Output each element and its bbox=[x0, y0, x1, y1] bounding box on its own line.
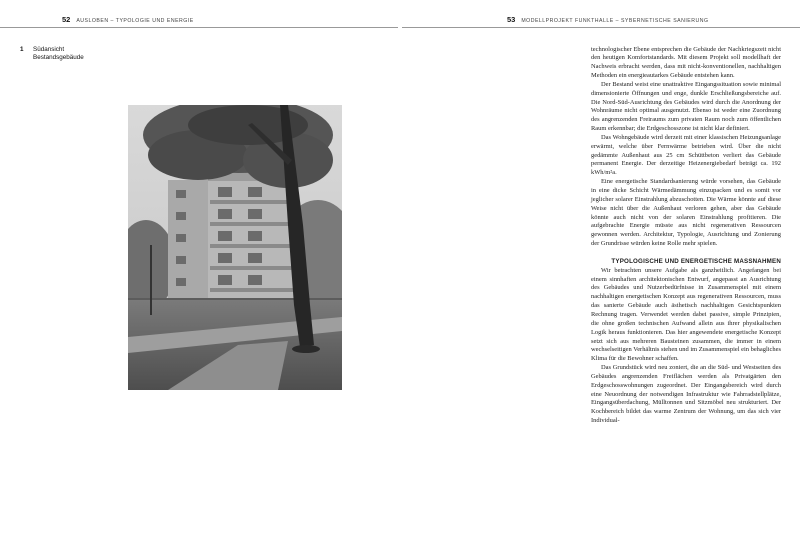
right-page-header bbox=[507, 15, 709, 24]
right-header-rule bbox=[402, 27, 800, 28]
left-header-rule bbox=[0, 27, 398, 28]
paragraph-6: Das Grundstück wird neu zoniert, die an die Süd- und Westseiten des Gebäudes angrenzenden Freiflächen werden als Privatgärten den Erdgeschosswohnungen zugeordnet. Der Eingangsbereich wird durch eine Neuordnung der notwendigen Infrastruktur wie Fahrradstellplätze, Eingangsüberdachung, Mülltonnen und Sitzmöbel neu strukturiert. Der Kochbereich bildet das warme Zentrum der Wohnung, um das sich vier Individual- bbox=[591, 364, 781, 425]
left-page-header bbox=[62, 15, 194, 24]
right-page-number: 53 bbox=[507, 15, 516, 24]
left-page-number: 52 bbox=[62, 15, 71, 24]
building-photo bbox=[128, 105, 342, 390]
paragraph-3: Das Wohngebäude wird derzeit mit einer klassischen Heizungsanlage erwärmt, welche über Fernwärme betrieben wird. Über die nicht gedämmte Außenhaut aus 25 cm Schüttbeton verliert das Gebäude permanent Energie. Der derzeitige Heizenergiebedarf beträgt ca. 192 kWh/m²a. bbox=[591, 133, 781, 177]
caption-line-2: Bestandsgebäude bbox=[33, 54, 84, 62]
paragraph-2: Der Bestand weist eine unattraktive Eingangssituation sowie minimal dimensionierte Öffnungen und enge, dunkle Erschließungsbereiche auf. Die Nord-Süd-Ausrichtung des Gebäudes wird durch die Anordnung der Wohnräume nicht optimal ausgenutzt. Ebenso ist weder eine Zuordnung des angrenzenden Freiraums zum privaten Raum noch zum öffentlichen Raum erkennbar; die Erdgeschosszone ist nicht klar definiert. bbox=[591, 80, 781, 133]
right-running-title: MODELLPROJEKT FUNKTHALLE – SYBERNETISCHE SANIERUNG bbox=[521, 18, 709, 24]
paragraph-4: Eine energetische Standardsanierung würde vorsehen, das Gebäude in eine dicke Schicht Wärmedämmung einzupacken und es somit vor jeglicher solarer Einstrahlung abzuschotten. Die Wärme könnte auf diese Weise nicht über die Außenhaut verloren gehen, aber das Gebäude könnte auch nicht von der solaren Einstrahlung profitieren. Die aufgebrachte Energie müsste aus nicht regenerativen Ressourcen gewonnen werden. Architektur, Typologie, Ausrichtung und Zonierung der Grundrisse würden keine Rolle mehr spielen. bbox=[591, 178, 781, 248]
section-heading: TYPOLOGISCHE UND ENERGETISCHE MASSNAHMEN bbox=[611, 257, 781, 265]
figure-number: 1 bbox=[20, 46, 24, 53]
paragraph-1: technologischer Ebene entsprechen die Gebäude der Nachkriegszeit nicht den heutigen Komfortstandards. Mit diesem Projekt soll modellhaft der Nachweis erbracht werden, dass mit nicht-konventionellen, nachhaltigen Methoden ein energieautarkes Gebäude entstehen kann. bbox=[591, 45, 781, 80]
left-running-title: AUSLOBEN – TYPOLOGIE UND ENERGIE bbox=[76, 18, 194, 24]
caption-line-1: Südansicht bbox=[33, 46, 65, 53]
body-text-column bbox=[591, 46, 781, 426]
paragraph-5: Wir betrachten unsere Aufgabe als ganzheitlich. Angefangen bei einem sinnhaften architektonischen Entwurf, angepasst an Ausrichtung des Gebäudes und Nutzerbedürfnisse in Zusammenspiel mit einem nachhaltigen energetischen Konzept aus regenerativen Ressourcen, muss das sanierte Gebäude auch ästhetisch nachhaltigen Gesichtspunkten Rechnung tragen. Verwendet werden dabei passive, simple Prinzipien, die ohne großen technischen Aufwand allein aus ihrer physikalischen Logik heraus funktionieren. Das hier angewendete energetische Konzept setzt sich aus mehreren Bausteinen zusammen, die immer in einem wechselseitigen Verhältnis stehen und im Zusammenspiel ein behagliches Klima für die Bewohner schaffen. bbox=[591, 266, 781, 363]
